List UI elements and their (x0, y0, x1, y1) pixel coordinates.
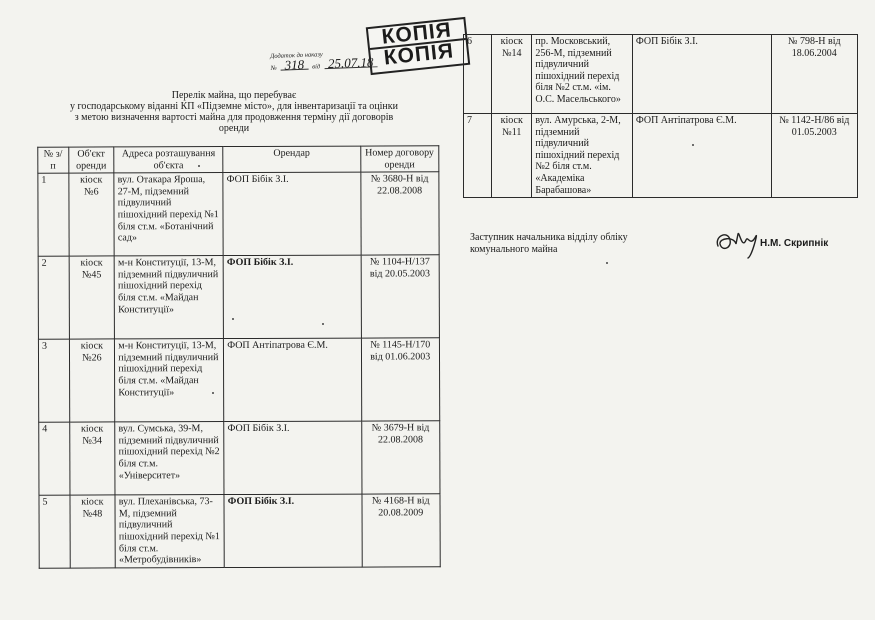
table-row (38, 255, 439, 339)
col-header-number: № з/п (38, 147, 69, 173)
col-header-contract: Номер договору оренди (360, 146, 439, 172)
appendix-note (270, 48, 378, 73)
row-tenant: ФОП Бібік З.І. (223, 172, 361, 255)
row-contract: № 3679-Н від 22.08.2008 (361, 421, 440, 494)
table-row (464, 35, 858, 114)
row-object: кіоск №48 (69, 495, 115, 568)
row-tenant: ФОП Бібік З.І. (224, 494, 362, 567)
appendix-date: 25.07.18 (324, 57, 378, 69)
signature-position (470, 232, 628, 255)
row-address: пр. Московський, 256-М, підземний підвуличний пішохідний перехід біля №2 ст.м. «ім. О.С. Масельського» (532, 35, 633, 114)
row-contract: № 1104-Н/137 від 20.05.2003 (361, 255, 440, 338)
table-row (39, 494, 440, 568)
appendix-number: 318 (280, 60, 308, 71)
row-contract: № 4168-Н від 20.08.2009 (361, 494, 440, 567)
row-object: кіоск №26 (69, 339, 115, 422)
row-object: кіоск №45 (69, 256, 115, 339)
row-object: кіоск №14 (492, 35, 532, 114)
handwritten-signature-icon (712, 226, 764, 260)
row-number: 6 (464, 35, 492, 114)
scan-speck (606, 262, 608, 264)
row-tenant: ФОП Бібік З.І. (223, 255, 361, 338)
row-address: вул. Плеханівська, 73-М, підземний підвуличний пішохідний перехід №1 біля ст.м. «Метробудівників» (115, 495, 224, 568)
scan-speck (692, 144, 694, 146)
row-number: 5 (39, 495, 70, 568)
table-row (38, 338, 439, 422)
heading-line-3: з метою визначення вартості майна для продовження терміну дії договорів (74, 112, 394, 123)
row-tenant: ФОП Бібік З.І. (632, 35, 771, 114)
heading-line-2: у господарському віданні КП «Підземне місто», для інвентаризації та оцінки (70, 101, 398, 112)
row-number: 1 (38, 173, 69, 256)
document-heading (34, 90, 434, 134)
row-tenant: ФОП Антіпатрова Є.М. (632, 114, 771, 198)
scan-speck (212, 392, 214, 394)
table-row (38, 172, 439, 256)
col-header-tenant: Орендар (223, 146, 360, 173)
scan-speck (322, 323, 324, 325)
row-contract: № 798-Н від 18.06.2004 (771, 35, 857, 114)
signer-name: Н.М. Скрипнік (760, 238, 829, 249)
row-number: 4 (39, 422, 70, 495)
property-table-continued (463, 34, 858, 198)
appendix-date-prefix: від (312, 63, 321, 71)
row-contract: № 1142-Н/86 від 01.05.2003 (771, 114, 857, 198)
row-contract: № 3680-Н від 22.08.2008 (360, 172, 439, 255)
row-number: 7 (464, 114, 492, 198)
row-object: кіоск №34 (69, 422, 115, 495)
table-row (464, 114, 858, 198)
row-object: кіоск №11 (492, 114, 532, 198)
row-address: вул. Амурська, 2-М, підземний підвуличний пішохідний перехід №2 біля ст.м. «Академіка Барабашова» (532, 114, 633, 198)
row-tenant: ФОП Бібік З.І. (224, 421, 362, 494)
row-contract: № 1145-Н/170 від 01.06.2003 (361, 338, 440, 421)
scan-speck (198, 165, 200, 167)
row-address: м-н Конституції, 13-М, підземний підвуличний пішохідний перехід біля ст.м. «Майдан Конституції» (114, 256, 223, 339)
table-header-row (38, 146, 439, 174)
col-header-address: Адреса розташування об'єкта (114, 147, 223, 174)
row-address: м-н Конституції, 13-М, підземний підвуличний пішохідний перехід біля ст.м. «Майдан Конституції» (115, 339, 224, 422)
appendix-label: Додаток до наказу (270, 51, 323, 60)
col-header-object: Об'єкт оренди (68, 147, 114, 173)
appendix-num-prefix: № (270, 64, 277, 72)
stamp-line-2: КОПІЯ (382, 39, 455, 70)
signature-position-line-1: Заступник начальника відділу обліку (470, 232, 628, 243)
signature-position-line-2: комунального майна (470, 243, 558, 255)
row-address: вул. Отакара Яроша, 27-М, підземний підвуличний пішохідний перехід №1 біля ст.м. «Ботанічний сад» (114, 173, 223, 256)
heading-line-1: Перелік майна, що перебуває (171, 90, 297, 101)
row-number: 2 (38, 256, 69, 339)
scan-speck (232, 318, 234, 320)
property-table (37, 145, 440, 568)
row-address: вул. Сумська, 39-М, підземний підвуличний пішохідний перехід №2 біля ст.м. «Університет» (115, 422, 224, 495)
row-tenant: ФОП Антіпатрова Є.М. (224, 338, 362, 421)
row-number: 3 (38, 339, 69, 422)
row-object: кіоск №6 (68, 173, 114, 256)
heading-line-4: оренди (218, 123, 250, 134)
table-row (39, 421, 440, 495)
stamp-line-1: КОПІЯ (368, 19, 466, 50)
